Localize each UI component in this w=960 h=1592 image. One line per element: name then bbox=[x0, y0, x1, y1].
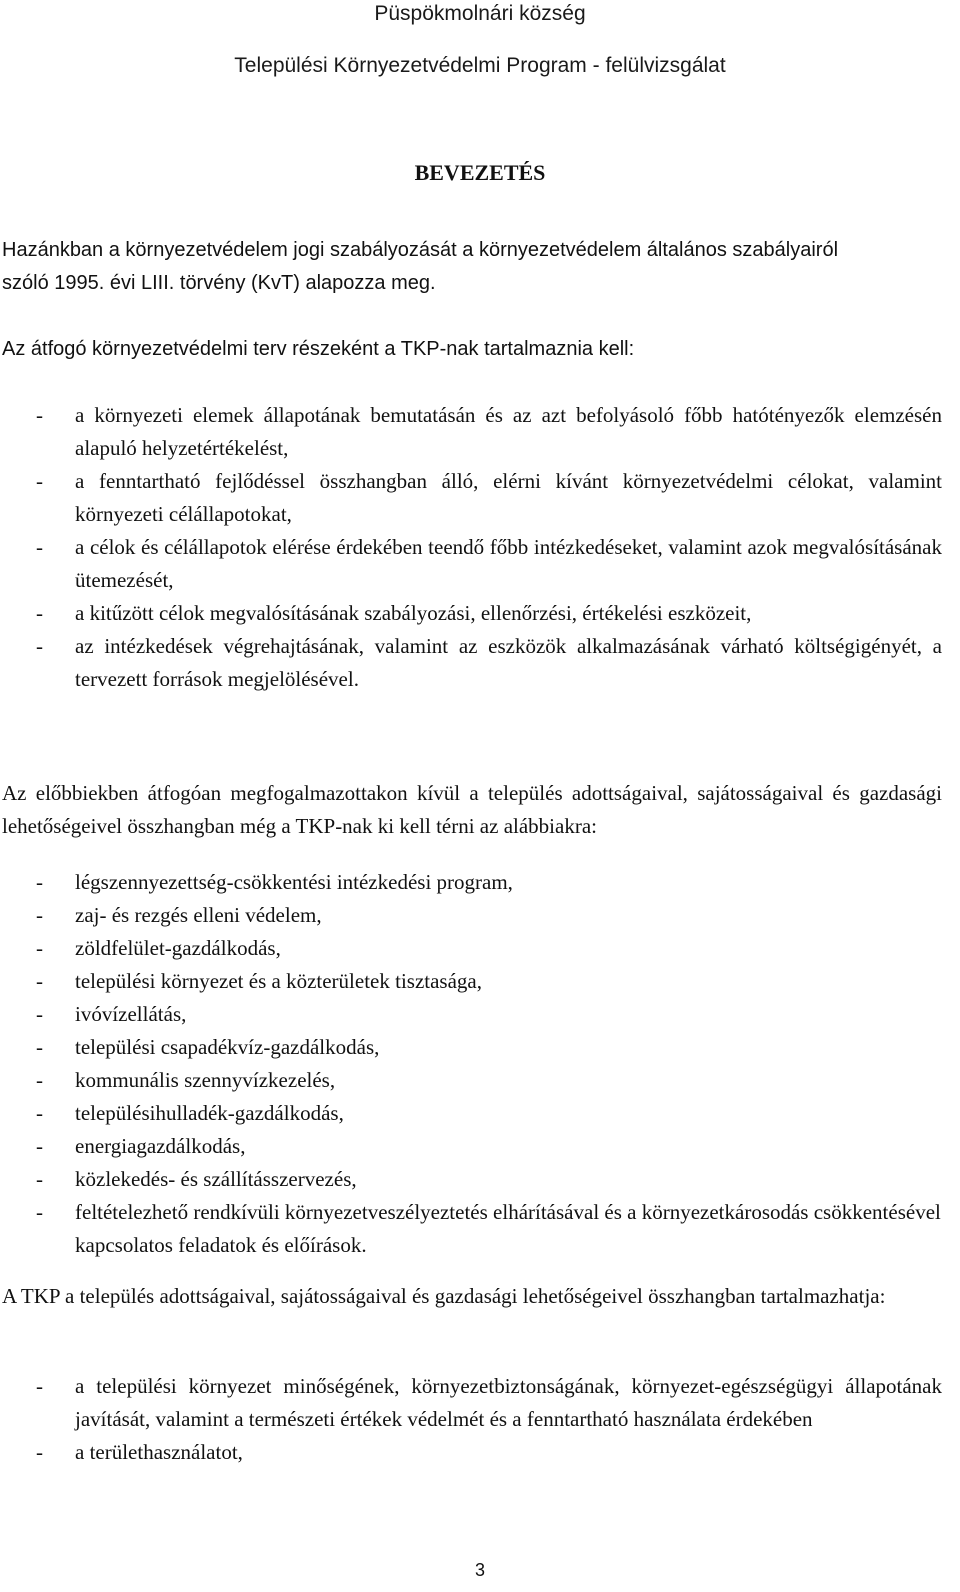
list-dash: - bbox=[36, 1440, 43, 1464]
header-municipality: Püspökmolnári község bbox=[374, 2, 586, 25]
paragraph-additional-topics: Az előbbiekben átfogóan megfogalmazottakon kívül a település adottságaival, sajátosságaival és gazdasági lehetőségeivel összhangban még a TKP-nak ki kell térni az alábbiakra: bbox=[2, 781, 942, 838]
list-dash: - bbox=[36, 1134, 43, 1158]
intro-line-3: Az átfogó környezetvédelmi terv részeként a TKP-nak tartalmaznia kell: bbox=[2, 338, 635, 360]
list-item bbox=[2, 531, 942, 597]
list-dash: - bbox=[36, 535, 43, 559]
list-item bbox=[2, 998, 942, 1031]
list-item bbox=[2, 1436, 942, 1469]
list-dash: - bbox=[36, 1167, 43, 1191]
list-item-text: a környezeti elemek állapotának bemutatásán és az azt befolyásoló főbb hatótényezők elemzésén alapuló helyzetértékelést, bbox=[75, 403, 942, 460]
list-dash: - bbox=[36, 1200, 43, 1224]
list-dash: - bbox=[36, 1101, 43, 1125]
list-dash: - bbox=[36, 1035, 43, 1059]
list-item bbox=[2, 1163, 942, 1196]
list-item bbox=[2, 399, 942, 465]
section-title: BEVEZETÉS bbox=[414, 160, 546, 185]
list-item-text: a települési környezet minőségének, környezetbiztonságának, környezet-egészségügyi állapotának javítását, valamint a természeti értékek védelmét és a fenntartható használata érdekében bbox=[75, 1374, 942, 1431]
list-item bbox=[2, 866, 942, 899]
list-item bbox=[2, 899, 942, 932]
intro-line-2: szóló 1995. évi LIII. törvény (KvT) alapozza meg. bbox=[2, 272, 436, 294]
list-item bbox=[2, 1130, 942, 1163]
list-item-text: települési környezet és a közterületek tisztasága, bbox=[75, 969, 482, 993]
page-number: 3 bbox=[474, 1560, 485, 1580]
list-item bbox=[2, 1031, 942, 1064]
list-item-text: energiagazdálkodás, bbox=[75, 1134, 246, 1158]
header-program-title: Települési Környezetvédelmi Program - felülvizsgálat bbox=[234, 54, 726, 77]
list-item-text: az intézkedések végrehajtásának, valamint az eszközök alkalmazásának várható költségigényét, a tervezett források megjelölésével. bbox=[75, 634, 942, 691]
list-item-text: feltételezhető rendkívüli környezetveszélyeztetés elhárításával és a környezetkárosodás csökkentésével kapcsolatos feladatok és előírások. bbox=[75, 1200, 941, 1257]
paragraph-optional-contents: A TKP a település adottságaival, sajátosságaival és gazdasági lehetőségeivel összhangban tartalmazhatja: bbox=[2, 1284, 886, 1308]
list-dash: - bbox=[36, 936, 43, 960]
list-item-text: a célok és célállapotok elérése érdekében teendő főbb intézkedéseket, valamint azok megvalósításának ütemezését, bbox=[75, 535, 942, 592]
list-item-text: települési csapadékvíz-gazdálkodás, bbox=[75, 1035, 380, 1059]
optional-contents-list bbox=[2, 1370, 942, 1469]
list-dash: - bbox=[36, 870, 43, 894]
list-item bbox=[2, 1196, 942, 1262]
list-item-text: ivóvízellátás, bbox=[75, 1002, 187, 1026]
list-item-text: településihulladék-gazdálkodás, bbox=[75, 1101, 344, 1125]
intro-line-1: Hazánkban a környezetvédelem jogi szabályozását a környezetvédelem általános szabályairól bbox=[2, 239, 839, 261]
list-item-text: zaj- és rezgés elleni védelem, bbox=[75, 903, 322, 927]
list-dash: - bbox=[36, 634, 43, 658]
list-item bbox=[2, 630, 942, 696]
list-dash: - bbox=[36, 601, 43, 625]
list-item-text: a kitűzött célok megvalósításának szabályozási, ellenőrzési, értékelési eszközeit, bbox=[75, 601, 752, 625]
list-dash: - bbox=[36, 903, 43, 927]
list-item bbox=[2, 597, 942, 630]
list-item-text: zöldfelület-gazdálkodás, bbox=[75, 936, 281, 960]
list-dash: - bbox=[36, 969, 43, 993]
additional-topics-list bbox=[2, 866, 942, 1262]
list-dash: - bbox=[36, 1068, 43, 1092]
list-dash: - bbox=[36, 1002, 43, 1026]
list-dash: - bbox=[36, 469, 43, 493]
list-item bbox=[2, 465, 942, 531]
list-item bbox=[2, 965, 942, 998]
list-dash: - bbox=[36, 1374, 43, 1398]
list-item-text: légszennyezettség-csökkentési intézkedési program, bbox=[75, 870, 513, 894]
list-item-text: kommunális szennyvízkezelés, bbox=[75, 1068, 336, 1092]
list-item bbox=[2, 1097, 942, 1130]
list-item-text: a fenntartható fejlődéssel összhangban álló, elérni kívánt környezetvédelmi célokat, valamint környezeti célállapotokat, bbox=[75, 469, 942, 526]
list-item bbox=[2, 932, 942, 965]
list-item bbox=[2, 1064, 942, 1097]
required-contents-list bbox=[2, 399, 942, 696]
list-item-text: közlekedés- és szállításszervezés, bbox=[75, 1167, 357, 1191]
list-dash: - bbox=[36, 403, 43, 427]
list-item-text: a területhasználatot, bbox=[75, 1440, 243, 1464]
list-item bbox=[2, 1370, 942, 1436]
